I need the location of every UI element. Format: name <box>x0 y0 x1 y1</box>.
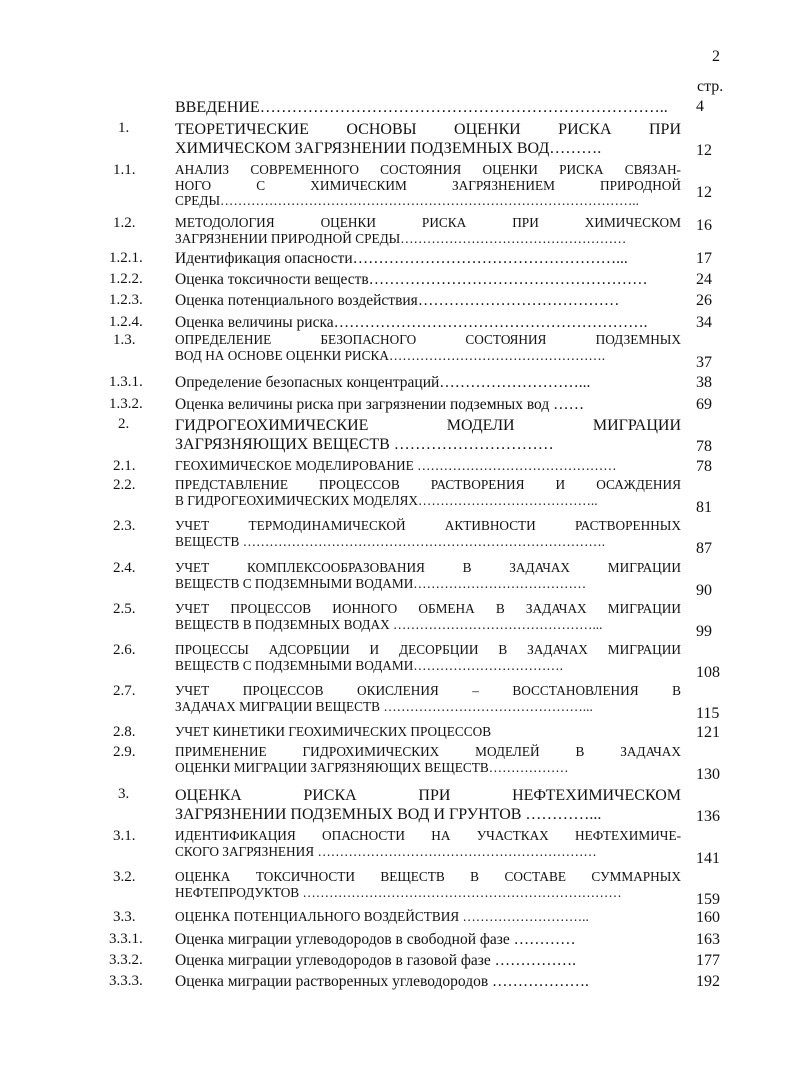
toc-entry-number: 2.5. <box>113 601 136 617</box>
toc-entry-page: 24 <box>696 271 712 288</box>
toc-entry-title-line: ОЦЕНКА ПОТЕНЦИАЛЬНОГО ВОЗДЕЙСТВИЯ ……………………….. <box>175 909 589 924</box>
toc-entry-number: 1.1. <box>113 162 136 178</box>
toc-entry-number: 3.2. <box>113 869 136 885</box>
toc-entry-number: 1. <box>118 120 130 136</box>
toc-entry-title-line: СРЕДЫ………………………………………………………………………………….. <box>175 193 639 208</box>
toc-entry-page: 87 <box>696 540 712 557</box>
toc-entry-title <box>175 952 681 970</box>
toc-entry-title-line: СКОГО ЗАГРЯЗНЕНИЯ ……………………………………………………… <box>175 843 597 859</box>
toc-entry-title <box>175 973 681 991</box>
page-column-label: стр. <box>697 78 724 95</box>
toc-entry-title <box>175 374 681 392</box>
toc-entry-title-line: ЗАДАЧАХ МИГРАЦИИ ВЕЩЕСТВ ………………………………………... <box>175 698 593 714</box>
toc-entry-title-line: ГЕОХИМИЧЕСКОЕ МОДЕЛИРОВАНИЕ ……………………………………… <box>175 458 617 473</box>
page-number: 2 <box>712 48 720 65</box>
toc-entry-page: 12 <box>696 142 712 159</box>
toc-entry-page: 78 <box>696 458 712 475</box>
toc-entry-number: 1.2.3. <box>109 292 143 308</box>
toc-entry-title-line: ВЕЩЕСТВ ………………………………………………………………………. <box>175 533 606 549</box>
toc-entry-number: 1.3.1. <box>109 374 143 390</box>
toc-entry-number: 3.3. <box>113 909 136 925</box>
toc-entry-title-line: Оценка токсичности веществ……………………………………………… <box>175 271 648 288</box>
toc-entry-title <box>175 98 681 117</box>
toc-entry-title <box>175 909 681 925</box>
toc-entry-title-line: Определение безопасных концентраций………………………... <box>175 374 591 391</box>
toc-entry-number: 1.3.2. <box>109 396 143 412</box>
toc-entry-title-line: АНАЛИЗ СОВРЕМЕННОГО СОСТОЯНИЯ ОЦЕНКИ РИСКА СВЯЗАН- <box>175 162 681 177</box>
toc-entry-title-line: ИДЕНТИФИКАЦИЯ ОПАСНОСТИ НА УЧАСТКАХ НЕФТЕХИМИЧЕ- <box>175 828 681 843</box>
toc-entry-number: 1.3. <box>113 332 136 348</box>
toc-entry-title-line: ОЦЕНКИ МИГРАЦИИ ЗАГРЯЗНЯЮЩИХ ВЕЩЕСТВ……………… <box>175 759 569 775</box>
toc-entry-title-line: ЗАГРЯЗНЕНИИ ПОДЗЕМНЫХ ВОД И ГРУНТОВ …………... <box>175 806 602 823</box>
toc-entry-number: 2.3. <box>113 518 136 534</box>
toc-entry-title-line: ВВЕДЕНИЕ………………………………………………………………….. <box>175 99 668 116</box>
toc-entry-title-line: Идентификация опасности……………………………………………... <box>175 250 628 267</box>
toc-entry-title <box>175 477 681 508</box>
toc-entry-title-line: Оценка миграции углеводородов в газовой фазе ……………. <box>175 952 577 969</box>
toc-entry-page: 37 <box>696 354 712 371</box>
toc-entry-page: 81 <box>696 499 712 516</box>
toc-entry-title-line: УЧЕТ КОМПЛЕКСООБРАЗОВАНИЯ В ЗАДАЧАХ МИГРАЦИИ <box>175 560 681 575</box>
toc-entry-title <box>175 292 681 310</box>
toc-entry-page: 115 <box>696 705 720 722</box>
toc-entry-number: 2.2. <box>113 477 136 493</box>
toc-entry-title <box>175 931 681 949</box>
toc-entry-page: 160 <box>696 909 720 926</box>
toc-entry-title-line: УЧЕТ ТЕРМОДИНАМИЧЕСКОЙ АКТИВНОСТИ РАСТВОРЕННЫХ <box>175 518 681 533</box>
toc-entry-title-line: ПРИМЕНЕНИЕ ГИДРОХИМИЧЕСКИХ МОДЕЛЕЙ В ЗАДАЧАХ <box>175 744 681 759</box>
toc-entry-title <box>175 601 681 632</box>
toc-entry-number: 2. <box>118 416 130 432</box>
toc-entry-title <box>175 724 681 740</box>
toc-entry-title-line: ОПРЕДЕЛЕНИЕ БЕЗОПАСНОГО СОСТОЯНИЯ ПОДЗЕМНЫХ <box>175 332 681 347</box>
toc-entry-title-line: ГИДРОГЕОХИМИЧЕСКИЕ МОДЕЛИ МИГРАЦИИ <box>175 417 681 434</box>
toc-entry-number: 1.2.4. <box>109 314 143 330</box>
toc-entry-title-line: Оценка величины риска……………………………………………………. <box>175 314 648 331</box>
toc-entry-title <box>175 314 681 332</box>
toc-entry-page: 4 <box>696 98 704 115</box>
toc-entry-page: 90 <box>696 582 712 599</box>
toc-entry-title-line: ВЕЩЕСТВ С ПОДЗЕМНЫМИ ВОДАМИ………………………………… <box>175 575 587 591</box>
toc-entry-title-line: УЧЕТ ПРОЦЕССОВ ОКИСЛЕНИЯ – ВОССТАНОВЛЕНИЯ В <box>175 683 681 698</box>
toc-entry-page: 141 <box>696 850 720 867</box>
toc-entry-title <box>175 250 681 268</box>
toc-entry-number: 3. <box>118 786 130 802</box>
toc-entry-title <box>175 744 681 775</box>
toc-entry-page: 163 <box>696 931 720 948</box>
toc-entry-page: 99 <box>696 623 712 640</box>
toc-entry-page: 177 <box>696 952 720 969</box>
toc-entry-title-line: НОГО С ХИМИЧЕСКИМ ЗАГРЯЗНЕНИЕМ ПРИРОДНОЙ <box>175 177 681 193</box>
toc-entry-page: 12 <box>696 184 712 201</box>
toc-entry-page: 130 <box>696 766 720 783</box>
toc-entry-page: 38 <box>696 374 712 391</box>
toc-entry-title <box>175 518 681 549</box>
toc-entry-title-line: УЧЕТ ПРОЦЕССОВ ИОННОГО ОБМЕНА В ЗАДАЧАХ МИГРАЦИИ <box>175 601 681 616</box>
toc-entry-title-line: ЗАГРЯЗНЕНИИ ПРИРОДНОЙ СРЕДЫ…………………………………………… <box>175 230 627 246</box>
toc-entry-number: 3.1. <box>113 828 136 844</box>
toc-entry-title <box>175 416 681 454</box>
toc-entry-title <box>175 683 681 714</box>
toc-entry-title <box>175 869 681 900</box>
toc-entry-number: 3.3.2. <box>109 952 143 968</box>
toc-entry-title-line: ЗАГРЯЗНЯЮЩИХ ВЕЩЕСТВ ………………………… <box>175 436 554 453</box>
toc-entry-title <box>175 642 681 673</box>
toc-entry-title <box>175 828 681 859</box>
toc-entry-number: 1.2.2. <box>109 271 143 287</box>
toc-entry-title-line: Оценка миграции углеводородов в свободной фазе ………… <box>175 931 576 948</box>
toc-entry-title <box>175 458 681 474</box>
toc-entry-title <box>175 162 681 209</box>
toc-entry-title-line: НЕФТЕПРОДУКТОВ ……………………………………………………………… <box>175 884 622 900</box>
toc-entry-title-line: ТЕОРЕТИЧЕСКИЕ ОСНОВЫ ОЦЕНКИ РИСКА ПРИ <box>175 121 681 138</box>
toc-entry-title-line: ВЕЩЕСТВ В ПОДЗЕМНЫХ ВОДАХ ………………………………………... <box>175 616 603 632</box>
toc-entry-page: 121 <box>696 724 720 741</box>
toc-entry-page: 16 <box>696 217 712 234</box>
toc-entry-title <box>175 120 681 158</box>
toc-entry-page: 192 <box>696 973 720 990</box>
toc-entry-number: 2.1. <box>113 458 136 474</box>
toc-entry-number: 2.4. <box>113 560 136 576</box>
toc-entry-title-line: В ГИДРОГЕОХИМИЧЕСКИХ МОДЕЛЯХ………………………………….. <box>175 492 598 508</box>
toc-entry-title <box>175 396 681 414</box>
toc-entry-title-line: МЕТОДОЛОГИЯ ОЦЕНКИ РИСКА ПРИ ХИМИЧЕСКОМ <box>175 215 681 230</box>
toc-entry-number: 3.3.1. <box>109 931 143 947</box>
toc-entry-title <box>175 271 681 289</box>
toc-entry-title-line: ВЕЩЕСТВ С ПОДЗЕМНЫМИ ВОДАМИ……………………………. <box>175 657 563 673</box>
toc-entry-page: 17 <box>696 250 712 267</box>
toc-entry-title <box>175 215 681 246</box>
toc-entry-title <box>175 560 681 591</box>
toc-entry-number: 1.2.1. <box>109 250 143 266</box>
toc-entry-number: 2.6. <box>113 642 136 658</box>
toc-entry-page: 136 <box>696 808 720 825</box>
toc-entry-title-line: ПРОЦЕССЫ АДСОРБЦИИ И ДЕСОРБЦИИ В ЗАДАЧАХ МИГРАЦИИ <box>175 642 681 657</box>
toc-entry-title-line: Оценка величины риска при загрязнении подземных вод …… <box>175 396 585 413</box>
toc-entry-title-line: Оценка миграции растворенных углеводородов ………………. <box>175 973 589 990</box>
toc-entry-number: 2.8. <box>113 724 136 740</box>
toc-entry-number: 3.3.3. <box>109 973 143 989</box>
toc-entry-title-line: Оценка потенциального воздействия………………………………… <box>175 292 620 309</box>
toc-entry-page: 159 <box>696 891 720 908</box>
toc-entry-page: 78 <box>696 438 712 455</box>
toc-entry-number: 2.9. <box>113 744 136 760</box>
toc-entry-title-line: УЧЕТ КИНЕТИКИ ГЕОХИМИЧЕСКИХ ПРОЦЕССОВ <box>175 724 492 739</box>
toc-entry-page: 34 <box>696 314 712 331</box>
toc-entry-title-line: ХИМИЧЕСКОМ ЗАГРЯЗНЕНИИ ПОДЗЕМНЫХ ВОД………. <box>175 140 602 157</box>
toc-entry-title-line: ОЦЕНКА ТОКСИЧНОСТИ ВЕЩЕСТВ В СОСТАВЕ СУММАРНЫХ <box>175 869 681 884</box>
toc-entry-number: 2.7. <box>113 683 136 699</box>
toc-entry-title-line: ПРЕДСТАВЛЕНИЕ ПРОЦЕССОВ РАСТВОРЕНИЯ И ОСАЖДЕНИЯ <box>175 477 681 492</box>
toc-entry-number: 1.2. <box>113 215 136 231</box>
toc-entry-page: 26 <box>696 292 712 309</box>
toc-entry-title-line: ВОД НА ОСНОВЕ ОЦЕНКИ РИСКА…………………………………………. <box>175 347 606 363</box>
toc-entry-page: 108 <box>696 664 720 681</box>
toc-entry-page: 69 <box>696 396 712 413</box>
toc-entry-title-line: ОЦЕНКА РИСКА ПРИ НЕФТЕХИМИЧЕСКОМ <box>175 787 681 804</box>
toc-entry-title <box>175 332 681 363</box>
toc-entry-title <box>175 786 681 824</box>
